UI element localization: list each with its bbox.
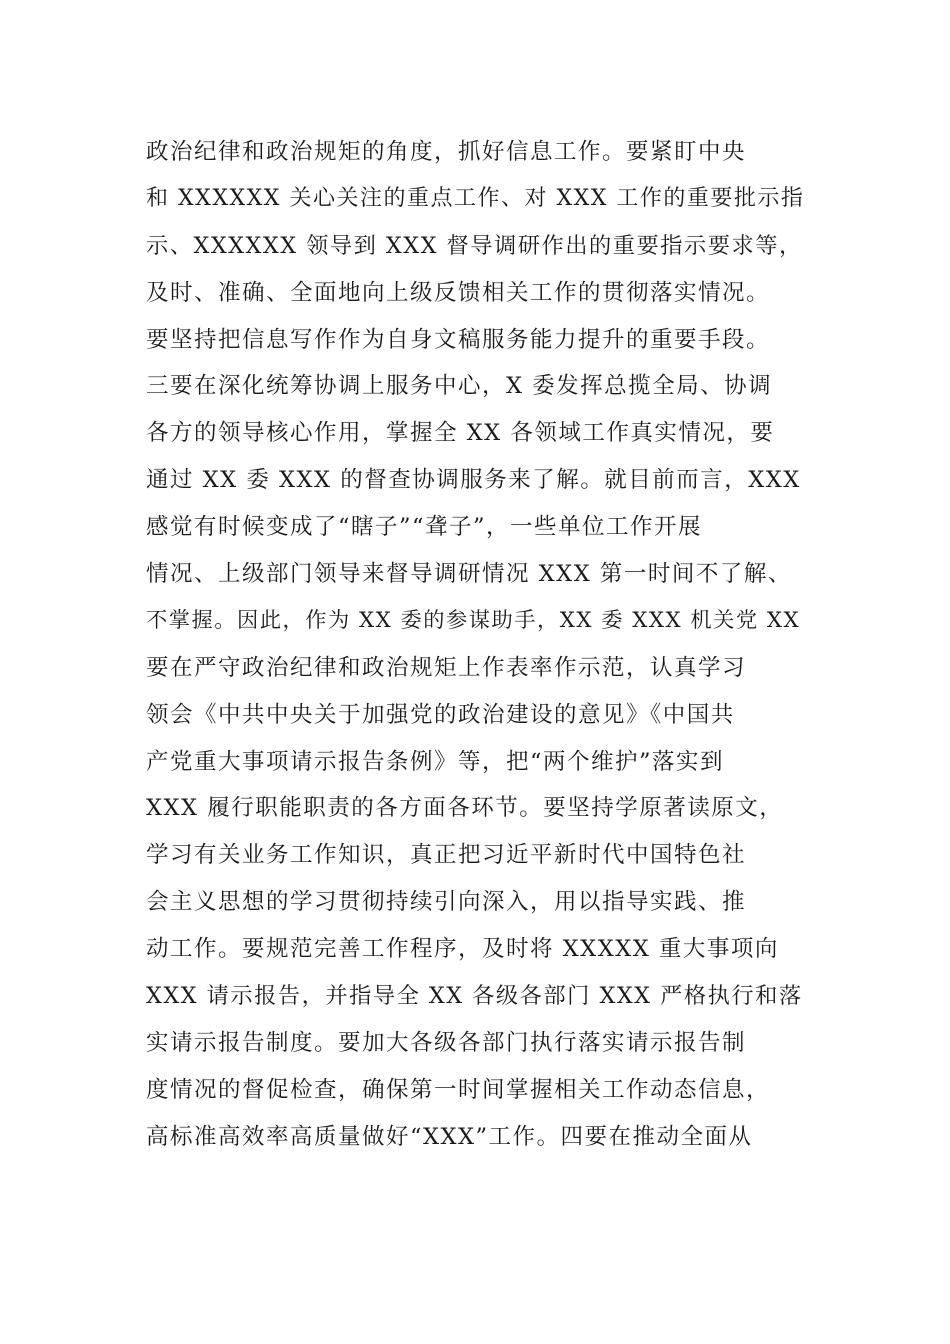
text-line: 会主义思想的学习贯彻持续引向深入，用以指导实践、推	[146, 889, 747, 916]
text-line: 度情况的督促检查，确保第一时间掌握相关工作动态信息，	[146, 1076, 771, 1103]
text-line: 要在严守政治纪律和政治规矩上作表率作示范，认真学习	[146, 654, 747, 681]
text-line: XXX 履行职能职责的各方面各环节。要坚持学原著读原文，	[146, 795, 784, 822]
text-line: 实请示报告制度。要加大各级各部门执行落实请示报告制	[146, 1029, 747, 1056]
text-line: 和 XXXXXX 关心关注的重点工作、对 XXX 工作的重要批示指	[146, 185, 805, 211]
text-line: 三要在深化统筹协调上服务中心，X 委发挥总揽全局、协调	[146, 373, 773, 400]
text-line: 通过 XX 委 XXX 的督查协调服务来了解。就目前而言，XXX	[146, 467, 801, 494]
body-text	[146, 132, 806, 1164]
text-line: XXX 请示报告，并指导全 XX 各级各部门 XXX 严格执行和落	[146, 983, 803, 1010]
text-line: 动工作。要规范完善工作程序，及时将 XXXXX 重大事项向	[146, 936, 779, 963]
text-line: 产党重大事项请示报告条例》等，把“两个维护”落实到	[146, 748, 725, 775]
text-line: 学习有关业务工作知识，真正把习近平新时代中国特色社	[146, 842, 747, 869]
text-line: 感觉有时候变成了“瞎子”“聋子”，一些单位工作开展	[146, 514, 703, 541]
text-line: 不掌握。因此，作为 XX 委的参谋助手，XX 委 XXX 机关党 XX	[146, 607, 801, 633]
text-line: 政治纪律和政治规矩的角度，抓好信息工作。要紧盯中央	[146, 139, 747, 165]
text-line: 高标准高效率高质量做好“XXX”工作。四要在推动全面从	[146, 1123, 753, 1150]
text-line: 各方的领导核心作用，掌握全 XX 各领域工作真实情况，要	[146, 420, 775, 447]
text-line: 及时、准确、全面地向上级反馈相关工作的贯彻落实情况。	[146, 279, 771, 306]
text-line: 情况、上级部门领导来督导调研情况 XXX 第一时间不了解、	[146, 561, 792, 588]
text-line: 示、XXXXXX 领导到 XXX 督导调研作出的重要指示要求等，	[146, 232, 803, 259]
text-line: 要坚持把信息写作作为自身文稿服务能力提升的重要手段。	[146, 326, 771, 353]
text-line: 领会《中共中央关于加强党的政治建设的意见》《中国共	[146, 701, 735, 728]
